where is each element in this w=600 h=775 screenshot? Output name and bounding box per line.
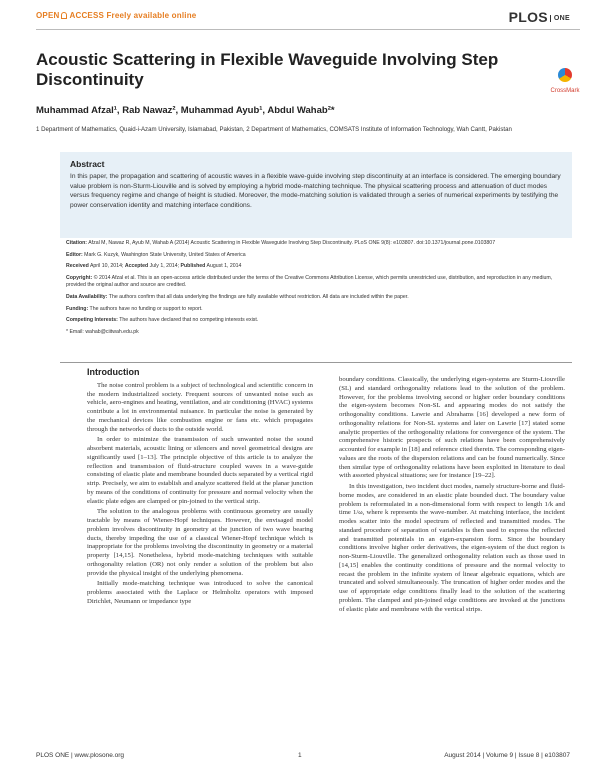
open-access-label: OPEN [36,11,60,20]
body-column-right [339,376,565,616]
accepted-date: July 1, 2014; [149,263,180,270]
abstract-heading: Abstract [70,159,105,169]
abstract-box [60,152,572,238]
received-label: Received [66,263,89,270]
crossmark-badge[interactable] [545,68,585,94]
one-logo-text: ONE [550,15,570,22]
body-paragraph: In order to minimize the transmission of such unwanted noise the sound absorbent materials, acoustic lining or silencers and novel geometrical designs are significantly used [1–13]. The principle objective of this article is to analyze the reflection and transmission of fluid-structure coupled waves in a wave-guide consisting of elastic plate and membrane bounded ducts separated by a vertical rigid strip. Precisely, we aim to establish and analyze scattered field at the planar junction by means of the conditions of continuity for pressure and normal velocity when the elastic plate edges are clamped or pin-joined to the vertical strip. [87,436,313,505]
editor-text: Mark G. Kuzyk, Washington State University, United States of America [84,251,246,258]
citation-label: Citation: [66,240,88,246]
editor-label: Editor: [66,251,83,258]
email-line[interactable]: * Email: wahab@ciitwah.edu.pk [66,328,139,335]
author-list: Muhammad Afzal¹, Rab Nawaz², Muhammad Ayub¹, Abdul Wahab²* [36,105,335,116]
competing-interests-text: The authors have declared that no competing interests exist. [119,317,259,324]
dates-line [66,263,572,271]
abstract-text: In this paper, the propagation and scattering of acoustic waves in a flexible wave-guide involving step discontinuity at an interface is considered. The emerging boundary value problem is non-Sturm-Liouville and is solved by employing a hybrid mode-matching technique. The physical scattering process and attenuation of duct modes versus frequency regime and change of height is studied. Moreover, the mode-matching solution is validated through a series of numerical experiments by testifying the power conservation identity and matching interface conditions. [70,173,561,209]
copyright-label: Copyright: [66,274,93,281]
citation-line [66,240,572,248]
copyright-line [66,275,572,290]
copyright-text: © 2014 Afzal et al. This is an open-access article distributed under the terms of the Creative Commons Attribution License, which permits unrestricted use, distribution, and reproduction in any medium, provided the original author and source are credited. [66,274,553,289]
footer-issue-info: August 2014 | Volume 9 | Issue 8 | e103807 [444,752,570,759]
competing-interests-label: Competing Interests: [66,317,118,324]
data-availability-text: The authors confirm that all data underlying the findings are fully available without restriction. All data are included within the paper. [108,293,409,300]
introduction-heading: Introduction [87,367,140,377]
page-number: 1 [298,752,302,759]
open-lock-icon [61,12,67,19]
funding-line [66,306,572,314]
accepted-label: Accepted [124,263,149,270]
page-footer [36,752,580,766]
article-metadata [66,240,572,340]
competing-interests-line [66,317,572,325]
body-paragraph: boundary conditions. Classically, the underlying eigen-systems are Sturm-Liouville (SL) and standard orthogonality relations lead to the solution of the problem. However, for the problems involving second or higher order boundary conditions the eigen-system becomes Non-SL and appearing modes do not satisfy the orthogonality conditions. Lawrie and Abrahams [16] developed a new form of orthogonality relations for Non-SL systems and later on Lawrie [17] stated some analytic properties of the orthogonality relations for convergence of the system. The comprehensive historic prospects of such relations have been comprehensively accounted for example in [18] and reference cited therein. The corresponding eigen-values are the roots of the dispersion relations and can be found numerically. Since then similar type of orthogonality relations have been exploited in literature to deal with assorted physical situations; see for instance [19–22]. [339,376,565,480]
data-availability-line [66,294,572,302]
journal-header [36,9,580,27]
access-label: ACCESS [69,11,105,20]
funding-text: The authors have no funding or support to report. [89,305,203,312]
published-date: August 1, 2014 [206,263,242,270]
affiliations: 1 Department of Mathematics, Quaid-i-Azam University, Islamabad, Pakistan, 2 Department of Mathematics, COMSATS Institute of Information Technology, Wah Cantt, Pakistan [36,126,512,133]
body-column-left [87,368,313,609]
plos-one-logo[interactable] [509,9,570,25]
footer-journal-url[interactable]: PLOS ONE | www.plosone.org [36,752,125,759]
header-divider [36,29,580,30]
open-access-badge [36,11,196,20]
body-paragraph: In this investigation, two incident duct modes, namely structure-borne and fluid-borne modes, are considered in an elastic plate bounded duct. The boundary value problem is reformulated in a non-dimensional form with respect to length 1/k and time 1/ω, where k represents the wave-number. At matching interface, the incident modes scatter into the model spectrum of reflected and transmitted modes. The standard procedure of separation of variables is then used to express the reflected and transmitted potentials in an eigen-expansion form. Since the boundary conditions involve higher order derivatives, the eigen-system of the duct region is non-Sturm-Liouville. The generalized orthogonality relation such as those used in [14,15] enables the continuity conditions of pressure and the normal velocity to recast the problem in the infinite system of linear algebraic equations, which are truncated and solved simultaneously. The truncation of higher order modes and the use of appropriate edge conditions finally lead to the solution of the scattering problem. The clamped and pin-joined edge conditions are invoked at the junctions of elastic plate and membrane with the vertical strips. [339,483,565,613]
editor-line [66,252,572,260]
data-availability-label: Data Availability: [66,293,108,300]
article-title: Acoustic Scattering in Flexible Waveguide Involving Step Discontinuity [36,50,499,89]
citation-text: Afzal M, Nawaz R, Ayub M, Wahab A (2014) Acoustic Scattering in Flexible Waveguide Involving Step Discontinuity. PLoS ONE 9(8): e103807. doi:10.1371/journal.pone.0103807 [88,240,496,246]
funding-label: Funding: [66,305,89,312]
body-paragraph: Initially mode-matching technique was introduced to solve the canonical problems associated with the Laplace or Helmholtz operators with imposed Dirichlet, Neumann or impedance type [87,580,313,605]
metadata-divider [60,362,572,363]
plos-logo-text: PLOS [508,9,548,25]
freely-available-label: Freely available online [106,11,197,20]
crossmark-label: CrossMark [550,88,580,94]
crossmark-icon [558,68,572,82]
published-label: Published [180,263,206,270]
body-paragraph: The noise control problem is a subject of technological and scientific concern in the modern industrialized society. Frequent sources of unwanted noise such as vehicle, aero-engines and heating, ventilation, and air conditioning (HVAC) systems contribute a lot in environmental nuisance. In particular the noise is generated by the mechanical devices like combustion engine or fans etc. which propagates through the networks of ducts to the outside world. [87,381,313,433]
received-date: April 10, 2014; [89,263,124,270]
body-paragraph: The solution to the analogous problems with continuous geometry are usually tractable by means of Wiener-Hopf techniques. However, the envisaged model problem involves discontinuity in geometry at the junction of two wave bearing ducts, thereby impeding the use of a classical Wiener-Hopf technique which is inappropriate for the problems involving the discontinuity in geometry or a material property [14,15]. Nonetheless, hybrid mode-matching techniques with suitable orthogonality relation (OR) not only render a solution of the problem but also provide the physical insight of the underlying phenomena. [87,508,313,577]
